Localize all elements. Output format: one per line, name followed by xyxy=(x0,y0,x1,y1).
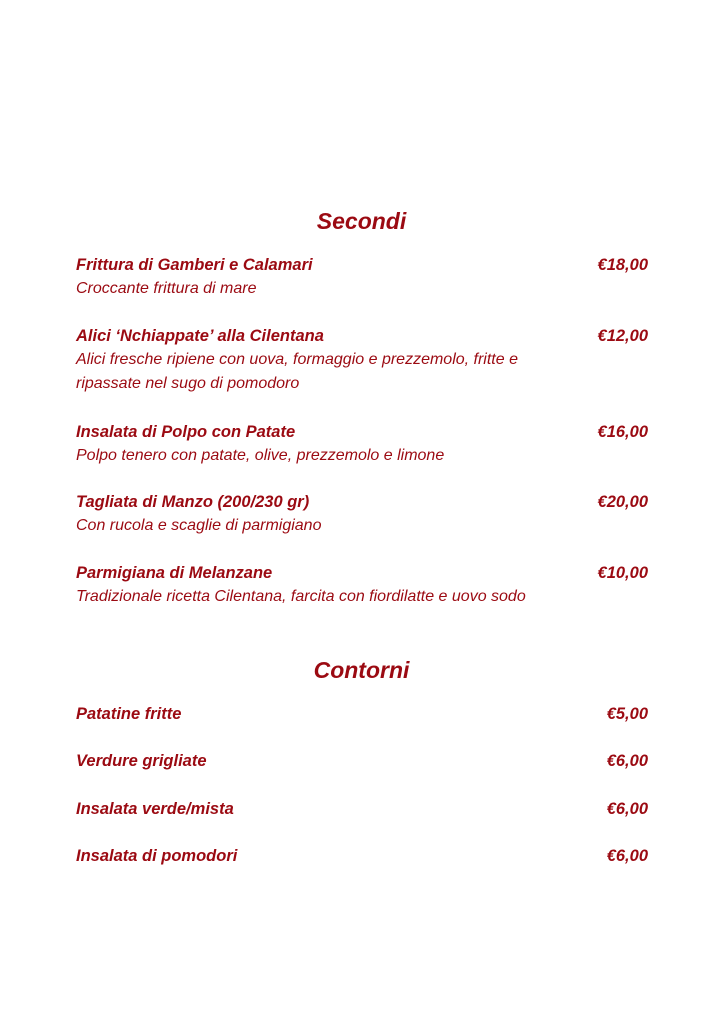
dish-name: Parmigiana di Melanzane xyxy=(76,564,273,582)
dish-description: Con rucola e scaglie di parmigiano xyxy=(76,517,322,534)
dish-name: Insalata di pomodori xyxy=(76,847,238,865)
dish-price: €20,00 xyxy=(597,493,648,511)
section-title-secondi: Secondi xyxy=(316,208,407,234)
menu-item xyxy=(76,490,650,538)
menu-item xyxy=(76,324,650,396)
dish-name: Patatine fritte xyxy=(76,705,182,723)
dish-description: Alici fresche ripiene con uova, formaggio e prezzemolo, fritte e ripassate nel sugo di pomodoro xyxy=(76,351,518,392)
menu-item xyxy=(76,844,650,868)
dish-name: Tagliata di Manzo (200/230 gr) xyxy=(76,493,310,511)
dish-price: €12,00 xyxy=(597,327,648,345)
dish-description: Polpo tenero con patate, olive, prezzemolo e limone xyxy=(76,447,445,464)
dish-description: Croccante frittura di mare xyxy=(76,280,257,297)
dish-description: Tradizionale ricetta Cilentana, farcita con fiordilatte e uovo sodo xyxy=(76,588,526,605)
menu-item xyxy=(76,797,650,821)
menu-item xyxy=(76,420,650,468)
menu-item xyxy=(76,561,650,609)
dish-price: €6,00 xyxy=(606,847,648,865)
dish-name: Insalata di Polpo con Patate xyxy=(76,423,296,441)
dish-price: €16,00 xyxy=(597,423,648,441)
dish-price: €10,00 xyxy=(597,564,648,582)
dish-name: Verdure grigliate xyxy=(76,752,207,770)
dish-price: €6,00 xyxy=(606,752,648,770)
dish-name: Alici ‘Nchiappate’ alla Cilentana xyxy=(76,327,324,345)
dish-price: €5,00 xyxy=(606,705,648,723)
dish-price: €18,00 xyxy=(597,256,648,274)
menu-item xyxy=(76,749,650,773)
dish-price: €6,00 xyxy=(606,800,648,818)
dish-name: Insalata verde/mista xyxy=(76,800,234,818)
section-title-contorni: Contorni xyxy=(313,657,410,683)
menu-item xyxy=(76,702,650,726)
menu-item xyxy=(76,253,650,301)
dish-name: Frittura di Gamberi e Calamari xyxy=(76,256,313,274)
